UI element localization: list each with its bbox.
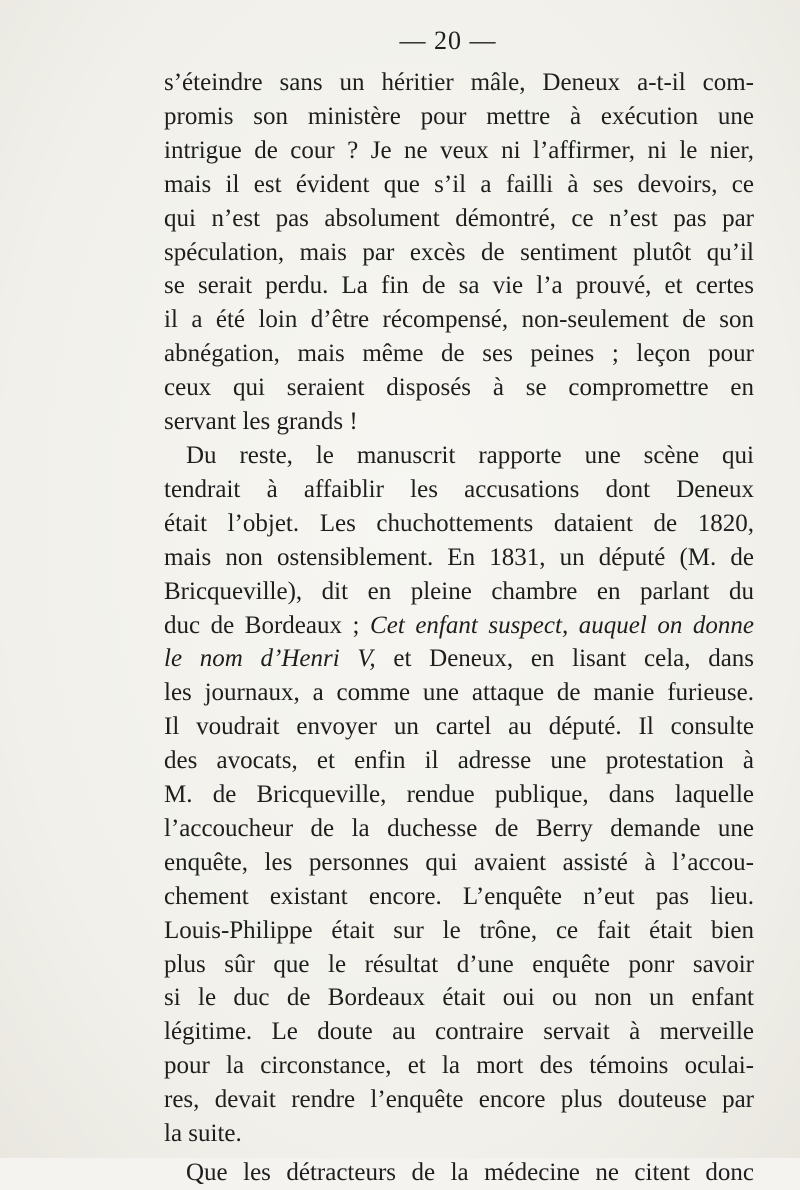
text-line: chement existant encore. L’enquête n’eut pas lieu. [164, 882, 754, 910]
text-line: abnégation, mais même de ses peines ; leçon pour [164, 340, 754, 368]
italic-quote: le nom d’Henri V, [164, 645, 376, 673]
text-line: pour la circonstance, et la mort des témoins oculai- [164, 1052, 754, 1080]
text-line: était l’objet. Les chuchottements dataient de 1820, [164, 509, 754, 537]
paragraph-2 [164, 439, 754, 1151]
text-line: la suite. [164, 1120, 242, 1148]
text-line: Que les détracteurs de la médecine ne citent donc [186, 1159, 754, 1186]
text-fragment: et Deneux, en lisant cela, dans [393, 645, 754, 673]
text-line: enquête, les personnes qui avaient assisté à l’accou- [164, 848, 754, 876]
text-line: res, devait rendre l’enquête encore plus douteuse par [164, 1086, 754, 1114]
body-text [164, 66, 754, 1190]
text-line: M. de Bricqueville, rendue publique, dans laquelle [164, 781, 754, 809]
text-line: se serait perdu. La fin de sa vie l’a prouvé, et certes [164, 272, 754, 300]
italic-quote: Cet enfant suspect, auquel on donne [370, 611, 754, 639]
text-line: qui n’est pas absolument démontré, ce n’est pas par [164, 204, 754, 232]
text-line: spéculation, mais par excès de sentiment plutôt qu’il [164, 238, 754, 266]
paragraph-1 [164, 66, 754, 439]
text-line: Il voudrait envoyer un cartel au député. Il consulte [164, 713, 754, 741]
text-line-mixed [164, 642, 754, 676]
text-line: l’accoucheur de la duchesse de Berry demande une [164, 814, 754, 842]
text-line: mais il est évident que s’il a failli à ses devoirs, ce [164, 170, 754, 198]
text-line: Du reste, le manuscrit rapporte une scène qui [186, 441, 754, 469]
text-line: mais non ostensiblement. En 1831, un député (M. de [164, 543, 754, 571]
text-line: ceux qui seraient disposés à se compromettre en [164, 374, 754, 402]
text-line: les journaux, a comme une attaque de manie furieuse. [164, 679, 754, 707]
text-fragment: duc de Bordeaux ; [164, 611, 360, 639]
text-line: s’éteindre sans un héritier mâle, Deneux a-t-il com- [164, 69, 754, 96]
page-number: — 20 — [399, 26, 497, 55]
paragraph-3 [164, 1156, 754, 1190]
text-line: Bricqueville), dit en pleine chambre en parlant du [164, 577, 754, 605]
text-line: intrigue de cour ? Je ne veux ni l’affirmer, ni le nier, [164, 136, 754, 164]
text-line: il a été loin d’être récompensé, non-seulement de son [164, 306, 754, 334]
text-line: des avocats, et enfin il adresse une protestation à [164, 747, 754, 775]
text-line: servant les grands ! [164, 408, 358, 436]
text-line: légitime. Le doute au contraire servait à merveille [164, 1018, 754, 1046]
text-line: Louis-Philippe était sur le trône, ce fait était bien [164, 916, 754, 944]
text-line: promis son ministère pour mettre à exécution une [164, 102, 754, 130]
text-line: plus sûr que le résultat d’une enquête ponr savoir [164, 950, 754, 978]
text-line: si le duc de Bordeaux était oui ou non un enfant [164, 984, 754, 1012]
text-line: tendrait à affaiblir les accusations dont Deneux [164, 475, 754, 503]
text-line-mixed [164, 609, 754, 643]
